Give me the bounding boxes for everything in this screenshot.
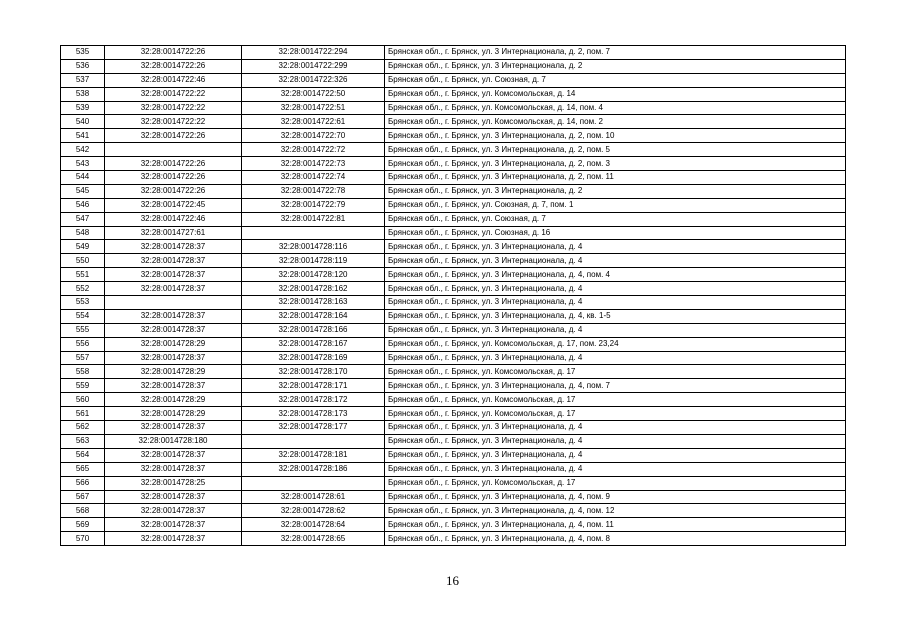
address-cell: Брянская обл., г. Брянск, ул. 3 Интернационала, д. 4 xyxy=(385,351,846,365)
address-cell: Брянская обл., г. Брянск, ул. 3 Интернационала, д. 4 xyxy=(385,296,846,310)
address-cell: Брянская обл., г. Брянск, ул. 3 Интернационала, д. 4 xyxy=(385,421,846,435)
address-cell: Брянская обл., г. Брянск, ул. 3 Интернационала, д. 4 xyxy=(385,462,846,476)
table-row xyxy=(61,268,846,282)
address-cell: Брянская обл., г. Брянск, ул. Союзная, д. 7 xyxy=(385,73,846,87)
object-cadastral-number-cell: 32:28:0014728:116 xyxy=(242,240,385,254)
table-row xyxy=(61,393,846,407)
address-cell: Брянская обл., г. Брянск, ул. 3 Интернационала, д. 2, пом. 11 xyxy=(385,171,846,185)
table-row xyxy=(61,87,846,101)
table-row xyxy=(61,184,846,198)
object-cadastral-number-cell: 32:28:0014722:51 xyxy=(242,101,385,115)
object-cadastral-number-cell: 32:28:0014728:186 xyxy=(242,462,385,476)
land-cadastral-number-cell xyxy=(105,296,242,310)
land-cadastral-number-cell: 32:28:0014728:37 xyxy=(105,518,242,532)
address-cell: Брянская обл., г. Брянск, ул. 3 Интернационала, д. 2, пом. 7 xyxy=(385,46,846,60)
row-number-cell: 538 xyxy=(61,87,105,101)
table-row xyxy=(61,379,846,393)
row-number-cell: 563 xyxy=(61,434,105,448)
land-cadastral-number-cell: 32:28:0014722:46 xyxy=(105,73,242,87)
object-cadastral-number-cell: 32:28:0014728:163 xyxy=(242,296,385,310)
table-row xyxy=(61,518,846,532)
row-number-cell: 540 xyxy=(61,115,105,129)
address-cell: Брянская обл., г. Брянск, ул. 3 Интернационала, д. 4, пом. 11 xyxy=(385,518,846,532)
table-row xyxy=(61,490,846,504)
table-row xyxy=(61,129,846,143)
address-cell: Брянская обл., г. Брянск, ул. 3 Интернационала, д. 4, пом. 7 xyxy=(385,379,846,393)
land-cadastral-number-cell: 32:28:0014728:29 xyxy=(105,365,242,379)
object-cadastral-number-cell: 32:28:0014728:62 xyxy=(242,504,385,518)
land-cadastral-number-cell: 32:28:0014728:180 xyxy=(105,434,242,448)
table-row xyxy=(61,59,846,73)
object-cadastral-number-cell: 32:28:0014728:167 xyxy=(242,337,385,351)
land-cadastral-number-cell: 32:28:0014728:29 xyxy=(105,393,242,407)
object-cadastral-number-cell: 32:28:0014728:170 xyxy=(242,365,385,379)
land-cadastral-number-cell: 32:28:0014728:37 xyxy=(105,351,242,365)
land-cadastral-number-cell: 32:28:0014722:26 xyxy=(105,171,242,185)
row-number-cell: 537 xyxy=(61,73,105,87)
row-number-cell: 549 xyxy=(61,240,105,254)
address-cell: Брянская обл., г. Брянск, ул. 3 Интернационала, д. 2, пом. 10 xyxy=(385,129,846,143)
address-cell: Брянская обл., г. Брянск, ул. 3 Интернационала, д. 2, пом. 5 xyxy=(385,143,846,157)
row-number-cell: 570 xyxy=(61,532,105,546)
land-cadastral-number-cell: 32:28:0014728:37 xyxy=(105,504,242,518)
object-cadastral-number-cell xyxy=(242,226,385,240)
row-number-cell: 551 xyxy=(61,268,105,282)
row-number-cell: 560 xyxy=(61,393,105,407)
land-cadastral-number-cell: 32:28:0014728:29 xyxy=(105,407,242,421)
row-number-cell: 547 xyxy=(61,212,105,226)
row-number-cell: 553 xyxy=(61,296,105,310)
table-row xyxy=(61,337,846,351)
object-cadastral-number-cell: 32:28:0014722:294 xyxy=(242,46,385,60)
address-cell: Брянская обл., г. Брянск, ул. Союзная, д. 7, пом. 1 xyxy=(385,198,846,212)
object-cadastral-number-cell: 32:28:0014722:61 xyxy=(242,115,385,129)
object-cadastral-number-cell: 32:28:0014722:299 xyxy=(242,59,385,73)
object-cadastral-number-cell: 32:28:0014722:50 xyxy=(242,87,385,101)
land-cadastral-number-cell: 32:28:0014722:22 xyxy=(105,101,242,115)
land-cadastral-number-cell: 32:28:0014722:22 xyxy=(105,87,242,101)
object-cadastral-number-cell: 32:28:0014728:181 xyxy=(242,448,385,462)
table-row xyxy=(61,532,846,546)
address-cell: Брянская обл., г. Брянск, ул. 3 Интернационала, д. 4 xyxy=(385,448,846,462)
row-number-cell: 567 xyxy=(61,490,105,504)
table-row xyxy=(61,101,846,115)
land-cadastral-number-cell: 32:28:0014722:22 xyxy=(105,115,242,129)
object-cadastral-number-cell: 32:28:0014722:70 xyxy=(242,129,385,143)
row-number-cell: 554 xyxy=(61,309,105,323)
property-registry-table xyxy=(60,45,846,546)
row-number-cell: 545 xyxy=(61,184,105,198)
address-cell: Брянская обл., г. Брянск, ул. 3 Интернационала, д. 4, пом. 9 xyxy=(385,490,846,504)
table-row xyxy=(61,226,846,240)
address-cell: Брянская обл., г. Брянск, ул. 3 Интернационала, д. 4 xyxy=(385,240,846,254)
address-cell: Брянская обл., г. Брянск, ул. Комсомольская, д. 14, пом. 2 xyxy=(385,115,846,129)
object-cadastral-number-cell: 32:28:0014722:73 xyxy=(242,157,385,171)
row-number-cell: 539 xyxy=(61,101,105,115)
address-cell: Брянская обл., г. Брянск, ул. 3 Интернационала, д. 4, пом. 8 xyxy=(385,532,846,546)
object-cadastral-number-cell: 32:28:0014728:64 xyxy=(242,518,385,532)
row-number-cell: 544 xyxy=(61,171,105,185)
row-number-cell: 541 xyxy=(61,129,105,143)
table-row xyxy=(61,448,846,462)
land-cadastral-number-cell: 32:28:0014722:26 xyxy=(105,129,242,143)
object-cadastral-number-cell xyxy=(242,476,385,490)
table-row xyxy=(61,365,846,379)
address-cell: Брянская обл., г. Брянск, ул. Комсомольская, д. 17 xyxy=(385,365,846,379)
land-cadastral-number-cell: 32:28:0014728:37 xyxy=(105,240,242,254)
land-cadastral-number-cell: 32:28:0014722:26 xyxy=(105,46,242,60)
object-cadastral-number-cell: 32:28:0014728:173 xyxy=(242,407,385,421)
table-row xyxy=(61,240,846,254)
object-cadastral-number-cell: 32:28:0014722:72 xyxy=(242,143,385,157)
land-cadastral-number-cell: 32:28:0014728:37 xyxy=(105,268,242,282)
object-cadastral-number-cell xyxy=(242,434,385,448)
land-cadastral-number-cell: 32:28:0014728:37 xyxy=(105,309,242,323)
object-cadastral-number-cell: 32:28:0014728:61 xyxy=(242,490,385,504)
row-number-cell: 566 xyxy=(61,476,105,490)
address-cell: Брянская обл., г. Брянск, ул. 3 Интернационала, д. 4 xyxy=(385,254,846,268)
address-cell: Брянская обл., г. Брянск, ул. 3 Интернационала, д. 2 xyxy=(385,184,846,198)
land-cadastral-number-cell: 32:28:0014728:37 xyxy=(105,323,242,337)
row-number-cell: 555 xyxy=(61,323,105,337)
table-row xyxy=(61,157,846,171)
row-number-cell: 568 xyxy=(61,504,105,518)
row-number-cell: 565 xyxy=(61,462,105,476)
land-cadastral-number-cell: 32:28:0014727:61 xyxy=(105,226,242,240)
address-cell: Брянская обл., г. Брянск, ул. 3 Интернационала, д. 4 xyxy=(385,434,846,448)
table-row xyxy=(61,171,846,185)
address-cell: Брянская обл., г. Брянск, ул. Комсомольская, д. 17 xyxy=(385,393,846,407)
row-number-cell: 552 xyxy=(61,282,105,296)
land-cadastral-number-cell: 32:28:0014728:25 xyxy=(105,476,242,490)
table-row xyxy=(61,407,846,421)
address-cell: Брянская обл., г. Брянск, ул. 3 Интернационала, д. 4 xyxy=(385,282,846,296)
address-cell: Брянская обл., г. Брянск, ул. Комсомольская, д. 14 xyxy=(385,87,846,101)
land-cadastral-number-cell: 32:28:0014728:29 xyxy=(105,337,242,351)
table-row xyxy=(61,73,846,87)
object-cadastral-number-cell: 32:28:0014728:65 xyxy=(242,532,385,546)
land-cadastral-number-cell: 32:28:0014722:45 xyxy=(105,198,242,212)
address-cell: Брянская обл., г. Брянск, ул. 3 Интернационала, д. 4, кв. 1-5 xyxy=(385,309,846,323)
row-number-cell: 556 xyxy=(61,337,105,351)
table-row xyxy=(61,351,846,365)
object-cadastral-number-cell: 32:28:0014722:326 xyxy=(242,73,385,87)
land-cadastral-number-cell: 32:28:0014722:26 xyxy=(105,59,242,73)
address-cell: Брянская обл., г. Брянск, ул. Союзная, д. 16 xyxy=(385,226,846,240)
address-cell: Брянская обл., г. Брянск, ул. 3 Интернационала, д. 4 xyxy=(385,323,846,337)
land-cadastral-number-cell: 32:28:0014722:26 xyxy=(105,184,242,198)
address-cell: Брянская обл., г. Брянск, ул. 3 Интернационала, д. 4, пом. 4 xyxy=(385,268,846,282)
land-cadastral-number-cell: 32:28:0014728:37 xyxy=(105,462,242,476)
table-row xyxy=(61,115,846,129)
table-row xyxy=(61,212,846,226)
address-cell: Брянская обл., г. Брянск, ул. 3 Интернационала, д. 2, пом. 3 xyxy=(385,157,846,171)
land-cadastral-number-cell: 32:28:0014728:37 xyxy=(105,254,242,268)
table-row xyxy=(61,476,846,490)
land-cadastral-number-cell: 32:28:0014728:37 xyxy=(105,448,242,462)
object-cadastral-number-cell: 32:28:0014728:177 xyxy=(242,421,385,435)
table-row xyxy=(61,46,846,60)
row-number-cell: 535 xyxy=(61,46,105,60)
row-number-cell: 561 xyxy=(61,407,105,421)
land-cadastral-number-cell: 32:28:0014722:26 xyxy=(105,157,242,171)
row-number-cell: 559 xyxy=(61,379,105,393)
table-row xyxy=(61,462,846,476)
object-cadastral-number-cell: 32:28:0014728:171 xyxy=(242,379,385,393)
land-cadastral-number-cell: 32:28:0014728:37 xyxy=(105,532,242,546)
address-cell: Брянская обл., г. Брянск, ул. Союзная, д. 7 xyxy=(385,212,846,226)
object-cadastral-number-cell: 32:28:0014728:162 xyxy=(242,282,385,296)
table-row xyxy=(61,296,846,310)
object-cadastral-number-cell: 32:28:0014728:119 xyxy=(242,254,385,268)
page-number: 16 xyxy=(446,573,459,588)
table-row xyxy=(61,143,846,157)
row-number-cell: 557 xyxy=(61,351,105,365)
address-cell: Брянская обл., г. Брянск, ул. Комсомольская, д. 17 xyxy=(385,407,846,421)
row-number-cell: 569 xyxy=(61,518,105,532)
row-number-cell: 550 xyxy=(61,254,105,268)
land-cadastral-number-cell: 32:28:0014722:46 xyxy=(105,212,242,226)
land-cadastral-number-cell: 32:28:0014728:37 xyxy=(105,421,242,435)
object-cadastral-number-cell: 32:28:0014728:120 xyxy=(242,268,385,282)
table-row xyxy=(61,323,846,337)
object-cadastral-number-cell: 32:28:0014722:78 xyxy=(242,184,385,198)
row-number-cell: 564 xyxy=(61,448,105,462)
address-cell: Брянская обл., г. Брянск, ул. Комсомольская, д. 17 xyxy=(385,476,846,490)
address-cell: Брянская обл., г. Брянск, ул. Комсомольская, д. 14, пом. 4 xyxy=(385,101,846,115)
row-number-cell: 536 xyxy=(61,59,105,73)
registry-table-body xyxy=(61,46,846,546)
row-number-cell: 543 xyxy=(61,157,105,171)
table-row xyxy=(61,282,846,296)
table-row xyxy=(61,309,846,323)
land-cadastral-number-cell xyxy=(105,143,242,157)
row-number-cell: 542 xyxy=(61,143,105,157)
land-cadastral-number-cell: 32:28:0014728:37 xyxy=(105,379,242,393)
row-number-cell: 546 xyxy=(61,198,105,212)
row-number-cell: 562 xyxy=(61,421,105,435)
address-cell: Брянская обл., г. Брянск, ул. 3 Интернационала, д. 4, пом. 12 xyxy=(385,504,846,518)
table-row xyxy=(61,198,846,212)
table-row xyxy=(61,421,846,435)
row-number-cell: 548 xyxy=(61,226,105,240)
object-cadastral-number-cell: 32:28:0014728:164 xyxy=(242,309,385,323)
object-cadastral-number-cell: 32:28:0014722:81 xyxy=(242,212,385,226)
address-cell: Брянская обл., г. Брянск, ул. Комсомольская, д. 17, пом. 23,24 xyxy=(385,337,846,351)
table-row xyxy=(61,434,846,448)
table-row xyxy=(61,504,846,518)
object-cadastral-number-cell: 32:28:0014728:169 xyxy=(242,351,385,365)
land-cadastral-number-cell: 32:28:0014728:37 xyxy=(105,490,242,504)
land-cadastral-number-cell: 32:28:0014728:37 xyxy=(105,282,242,296)
row-number-cell: 558 xyxy=(61,365,105,379)
table-row xyxy=(61,254,846,268)
address-cell: Брянская обл., г. Брянск, ул. 3 Интернационала, д. 2 xyxy=(385,59,846,73)
object-cadastral-number-cell: 32:28:0014728:166 xyxy=(242,323,385,337)
object-cadastral-number-cell: 32:28:0014722:74 xyxy=(242,171,385,185)
object-cadastral-number-cell: 32:28:0014722:79 xyxy=(242,198,385,212)
object-cadastral-number-cell: 32:28:0014728:172 xyxy=(242,393,385,407)
